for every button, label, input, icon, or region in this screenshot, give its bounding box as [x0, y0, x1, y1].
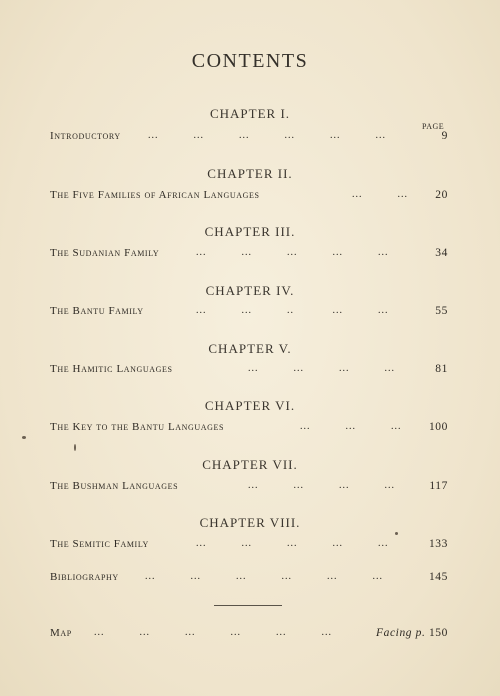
divider-rule	[214, 605, 282, 606]
toc-entry-page: 55	[435, 305, 448, 317]
toc-entry[interactable]	[50, 305, 448, 321]
toc-entry-title: The Five Families of African Languages	[50, 189, 260, 201]
chapter-heading: CHAPTER VII.	[202, 457, 298, 472]
toc-entry-page: 34	[435, 247, 448, 259]
toc-entry-title: The Bantu Family	[50, 305, 144, 317]
toc-entry-title: The Key to the Bantu Languages	[50, 421, 225, 433]
toc-entry-map[interactable]	[50, 627, 448, 643]
leader-dots: ... ... .. ... ...	[196, 305, 389, 316]
chapter-heading: CHAPTER I.	[209, 106, 291, 121]
chapter-heading: CHAPTER II.	[207, 166, 293, 181]
paper-speck	[395, 532, 398, 535]
facing-page-number: 150	[428, 627, 448, 639]
leader-dots: ... ... ... ...	[248, 480, 395, 491]
chapter-heading: CHAPTER III.	[204, 224, 296, 239]
leader-dots: ... ... ... ... ... ...	[94, 627, 332, 638]
toc-entry-title: The Sudanian Family	[50, 247, 160, 259]
toc-entry-page: 100	[428, 421, 448, 433]
toc-entry[interactable]	[50, 247, 448, 263]
toc-entry[interactable]	[50, 363, 448, 379]
chapter-heading: CHAPTER VI.	[204, 398, 296, 413]
toc-entry-page: 81	[435, 363, 448, 375]
toc-entry[interactable]	[50, 130, 448, 146]
chapter-heading: CHAPTER V.	[208, 341, 292, 356]
toc-entry[interactable]	[50, 421, 448, 437]
leader-dots: ... ... ... ... ...	[196, 538, 389, 549]
page-title: CONTENTS	[191, 50, 309, 72]
toc-entry-page: 20	[435, 189, 448, 201]
chapter-heading: CHAPTER VIII.	[199, 515, 301, 530]
toc-entry-page: 9	[441, 130, 448, 142]
toc-entry-title: Bibliography	[50, 571, 119, 583]
facing-label: Facing p.	[375, 627, 426, 639]
leader-dots: ... ... ... ...	[248, 363, 395, 374]
leader-dots: ... ... ... ... ...	[196, 247, 389, 258]
toc-entry-title: The Hamitic Languages	[50, 363, 173, 375]
leader-dots: ... ...	[352, 189, 408, 200]
toc-entry-bibliography[interactable]	[50, 571, 448, 587]
toc-entry[interactable]	[50, 538, 448, 554]
leader-dots: ... ... ...	[300, 421, 402, 432]
toc-entry-page: 117	[429, 480, 448, 492]
toc-entry-page: 145	[428, 571, 448, 583]
leader-dots: ... ... ... ... ... ...	[145, 571, 383, 582]
toc-entry-title: The Semitic Family	[50, 538, 149, 550]
toc-entry-title: The Bushman Languages	[50, 480, 179, 492]
toc-entry[interactable]	[50, 189, 448, 205]
paper-speck	[74, 444, 76, 451]
toc-entry-title: Map	[50, 627, 72, 639]
chapter-heading: CHAPTER IV.	[205, 283, 295, 298]
paper-speck	[22, 436, 26, 439]
toc-entry-title: Introductory	[50, 130, 121, 142]
page-column-label: PAGE	[422, 122, 445, 131]
toc-entry[interactable]	[50, 480, 448, 496]
leader-dots: ... ... ... ... ... ...	[148, 130, 386, 141]
toc-entry-page	[376, 627, 448, 639]
toc-entry-page: 133	[428, 538, 448, 550]
